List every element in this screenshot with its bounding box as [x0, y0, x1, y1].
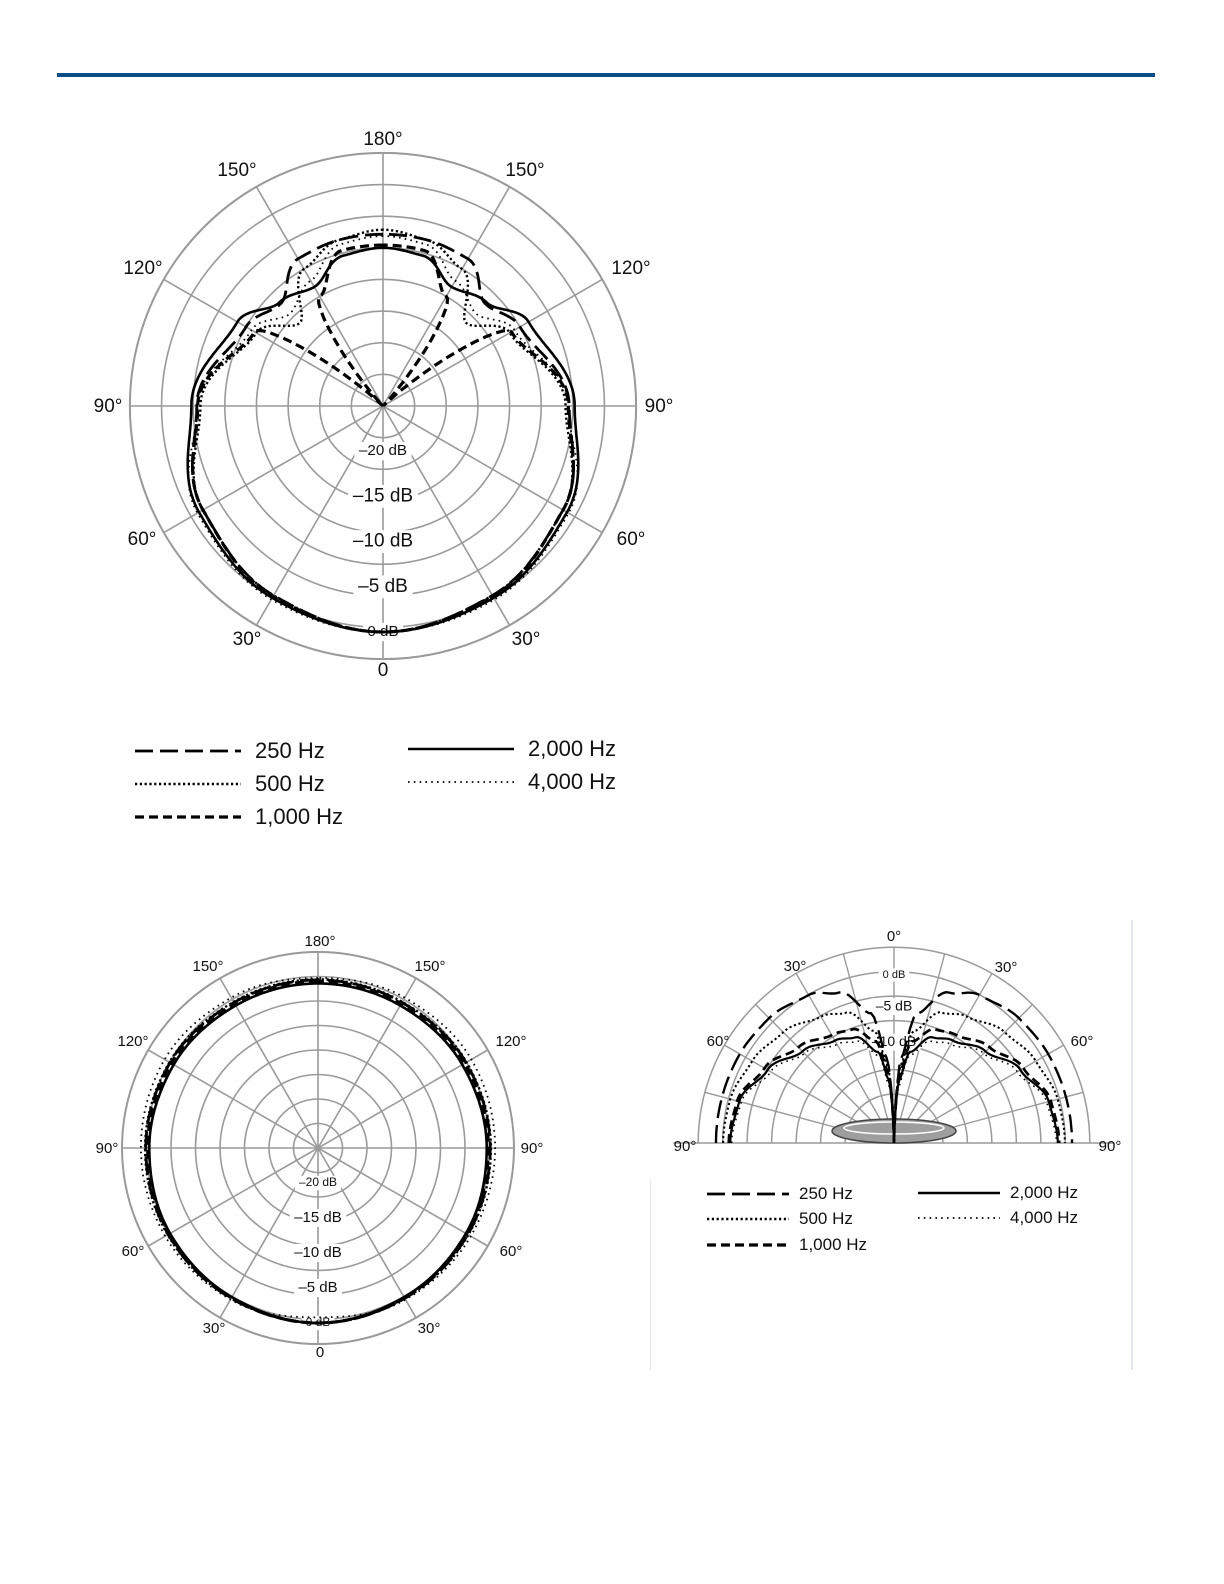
legend-item-4-000-hz	[918, 1208, 1078, 1228]
grid-spoke	[256, 187, 383, 406]
legend-swatch	[408, 775, 514, 789]
ring-label: –5 dB	[358, 575, 408, 597]
ring-label: –10 dB	[352, 530, 414, 552]
angle-label: 60°	[616, 529, 646, 551]
omni-polar-chart	[80, 925, 560, 1365]
legend-item-2-000-hz	[408, 736, 616, 762]
grid-spoke	[148, 1148, 318, 1246]
legend-swatch	[135, 744, 241, 758]
ring-label: –20 dB	[298, 1175, 338, 1190]
legend-label: 4,000 Hz	[528, 769, 617, 794]
legend-label: 500 Hz	[255, 771, 325, 796]
legend-swatch	[408, 742, 514, 756]
angle-label: 0°	[886, 927, 902, 945]
ring-label: –10 dB	[294, 1243, 342, 1261]
cardioid-polar-chart	[80, 120, 700, 700]
boundary-legend	[700, 1178, 1100, 1258]
legend-label: 4,000 Hz	[1010, 1208, 1079, 1227]
angle-label: 120°	[495, 1032, 527, 1050]
angle-label: 90°	[520, 1139, 544, 1157]
angle-label: 30°	[994, 958, 1018, 976]
angle-label: 150°	[414, 957, 446, 975]
angle-label: 60°	[499, 1242, 523, 1260]
angle-label: 120°	[117, 1032, 149, 1050]
legend-label: 1,000 Hz	[255, 804, 344, 829]
angle-label: 150°	[192, 957, 224, 975]
legend-item-1-000-hz	[135, 804, 343, 830]
angle-label: 0	[377, 660, 389, 682]
legend-item-1-000-hz	[707, 1235, 867, 1255]
ring-label: –15 dB	[294, 1208, 342, 1226]
header-rule	[57, 73, 1155, 77]
legend-item-2-000-hz	[918, 1183, 1078, 1203]
legend-swatch	[135, 777, 241, 791]
legend-swatch	[707, 1187, 789, 1201]
angle-label: 120°	[123, 258, 163, 280]
ring-label: 0 dB	[882, 968, 906, 981]
angle-label: 150°	[217, 160, 257, 182]
legend-item-4-000-hz	[408, 769, 616, 795]
legend-item-500-hz	[707, 1209, 853, 1229]
angle-label: 30°	[202, 1319, 226, 1337]
legend-swatch	[918, 1211, 1000, 1225]
angle-label: 90°	[644, 396, 674, 418]
legend-swatch	[135, 810, 241, 824]
grid-spoke	[164, 279, 383, 406]
angle-label: 180°	[363, 129, 403, 151]
angle-label: 30°	[511, 629, 541, 651]
legend-label: 500 Hz	[799, 1209, 853, 1228]
angle-label: 60°	[1070, 1032, 1094, 1050]
boundary-half-polar-chart	[650, 915, 1134, 1370]
angle-label: 120°	[611, 258, 651, 280]
ring-label: –5 dB	[298, 1278, 338, 1296]
legend-label: 2,000 Hz	[1010, 1183, 1079, 1202]
legend-label: 250 Hz	[255, 738, 325, 763]
grid-spoke	[318, 1148, 488, 1246]
legend-label: 250 Hz	[799, 1184, 853, 1203]
angle-label: 30°	[232, 629, 262, 651]
legend-swatch	[707, 1238, 789, 1252]
legend-swatch	[918, 1186, 1000, 1200]
angle-label: 0	[315, 1343, 325, 1361]
angle-label: 150°	[505, 160, 545, 182]
angle-label: 90°	[673, 1137, 697, 1155]
legend-item-250-hz	[135, 738, 325, 764]
angle-label: 30°	[783, 957, 807, 975]
ring-label: –10 dB	[871, 1032, 917, 1049]
ring-label: 0 dB	[305, 1315, 331, 1330]
legend-label: 1,000 Hz	[799, 1235, 868, 1254]
ring-label: –20 dB	[358, 442, 408, 460]
legend-item-250-hz	[707, 1184, 853, 1204]
angle-label: 60°	[121, 1242, 145, 1260]
angle-label: 180°	[304, 932, 336, 950]
angle-label: 90°	[95, 1139, 119, 1157]
angle-label: 30°	[417, 1319, 441, 1337]
ring-label: –5 dB	[875, 997, 913, 1014]
angle-label: 90°	[1098, 1137, 1122, 1155]
legend-item-500-hz	[135, 771, 325, 797]
angle-label: 60°	[706, 1032, 730, 1050]
cardioid-legend	[130, 728, 650, 838]
angle-label: 60°	[127, 529, 157, 551]
angle-label: 90°	[93, 396, 123, 418]
ring-label: 0 dB	[367, 623, 399, 641]
legend-swatch	[707, 1212, 789, 1226]
legend-label: 2,000 Hz	[528, 736, 617, 761]
ring-label: –15 dB	[352, 485, 414, 507]
grid-spoke	[383, 279, 602, 406]
